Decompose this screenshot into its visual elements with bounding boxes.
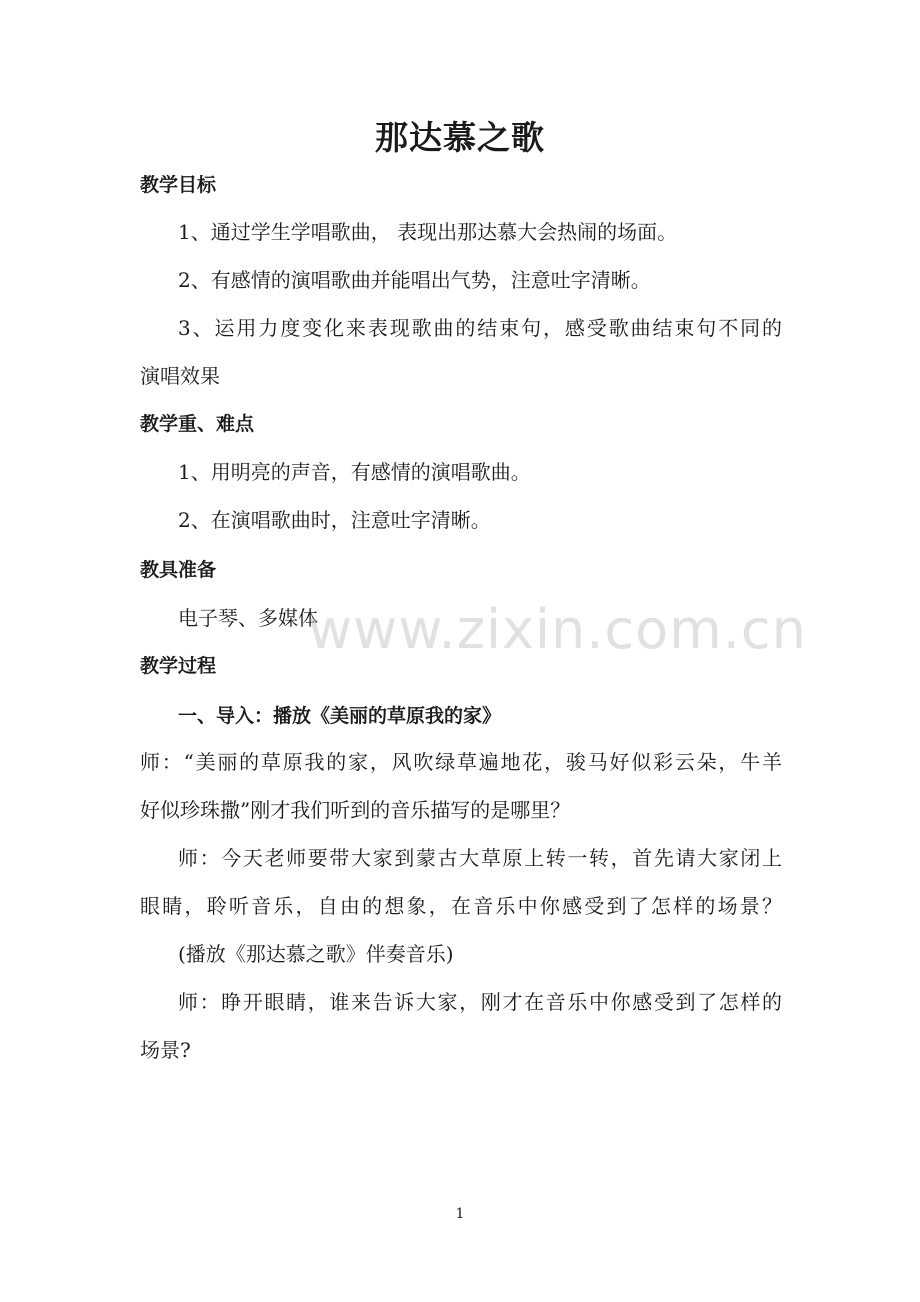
- process-line-5: (播放《那达慕之歌》伴奏音乐): [178, 942, 454, 966]
- section-heading-process: 教学过程: [140, 655, 217, 677]
- goal-item-1: 1、通过学生学唱歌曲， 表现出那达慕大会热闹的场面。: [178, 220, 678, 244]
- process-line-4: 眼睛，聆听音乐，自由的想象，在音乐中你感受到了怎样的场景？: [140, 894, 782, 918]
- process-subheading: 一、导入：播放《美丽的草原我的家》: [178, 705, 502, 727]
- page-number: 1: [455, 1206, 465, 1222]
- process-line-1: 师：“美丽的草原我的家，风吹绿草遍地花，骏马好似彩云朵，牛羊: [140, 750, 782, 774]
- process-line-2: 好似珍珠撒”刚才我们听到的音乐描写的是哪里？: [140, 798, 571, 822]
- document-title: 那达慕之歌: [375, 118, 545, 157]
- key-point-item-1: 1、用明亮的声音，有感情的演唱歌曲。: [178, 460, 531, 484]
- goal-item-3: 3、运用力度变化来表现歌曲的结束句，感受歌曲结束句不同的: [178, 316, 782, 340]
- process-line-6: 师：睁开眼睛，谁来告诉大家，刚才在音乐中你感受到了怎样的: [178, 990, 782, 1014]
- goal-item-3-continued: 演唱效果: [140, 364, 220, 388]
- process-line-7: 场景?: [140, 1038, 191, 1062]
- section-heading-tools: 教具准备: [140, 559, 217, 581]
- tools-item: 电子琴、多媒体: [178, 606, 318, 630]
- process-line-3: 师：今天老师要带大家到蒙古大草原上转一转，首先请大家闭上: [178, 846, 782, 870]
- section-heading-goals: 教学目标: [140, 174, 217, 196]
- goal-item-2: 2、有感情的演唱歌曲并能唱出气势，注意吐字清晰。: [178, 268, 651, 292]
- section-heading-key-points: 教学重、难点: [140, 413, 255, 435]
- watermark: www.zixin.com.cn: [308, 598, 807, 661]
- key-point-item-2: 2、在演唱歌曲时，注意吐字清晰。: [178, 508, 491, 532]
